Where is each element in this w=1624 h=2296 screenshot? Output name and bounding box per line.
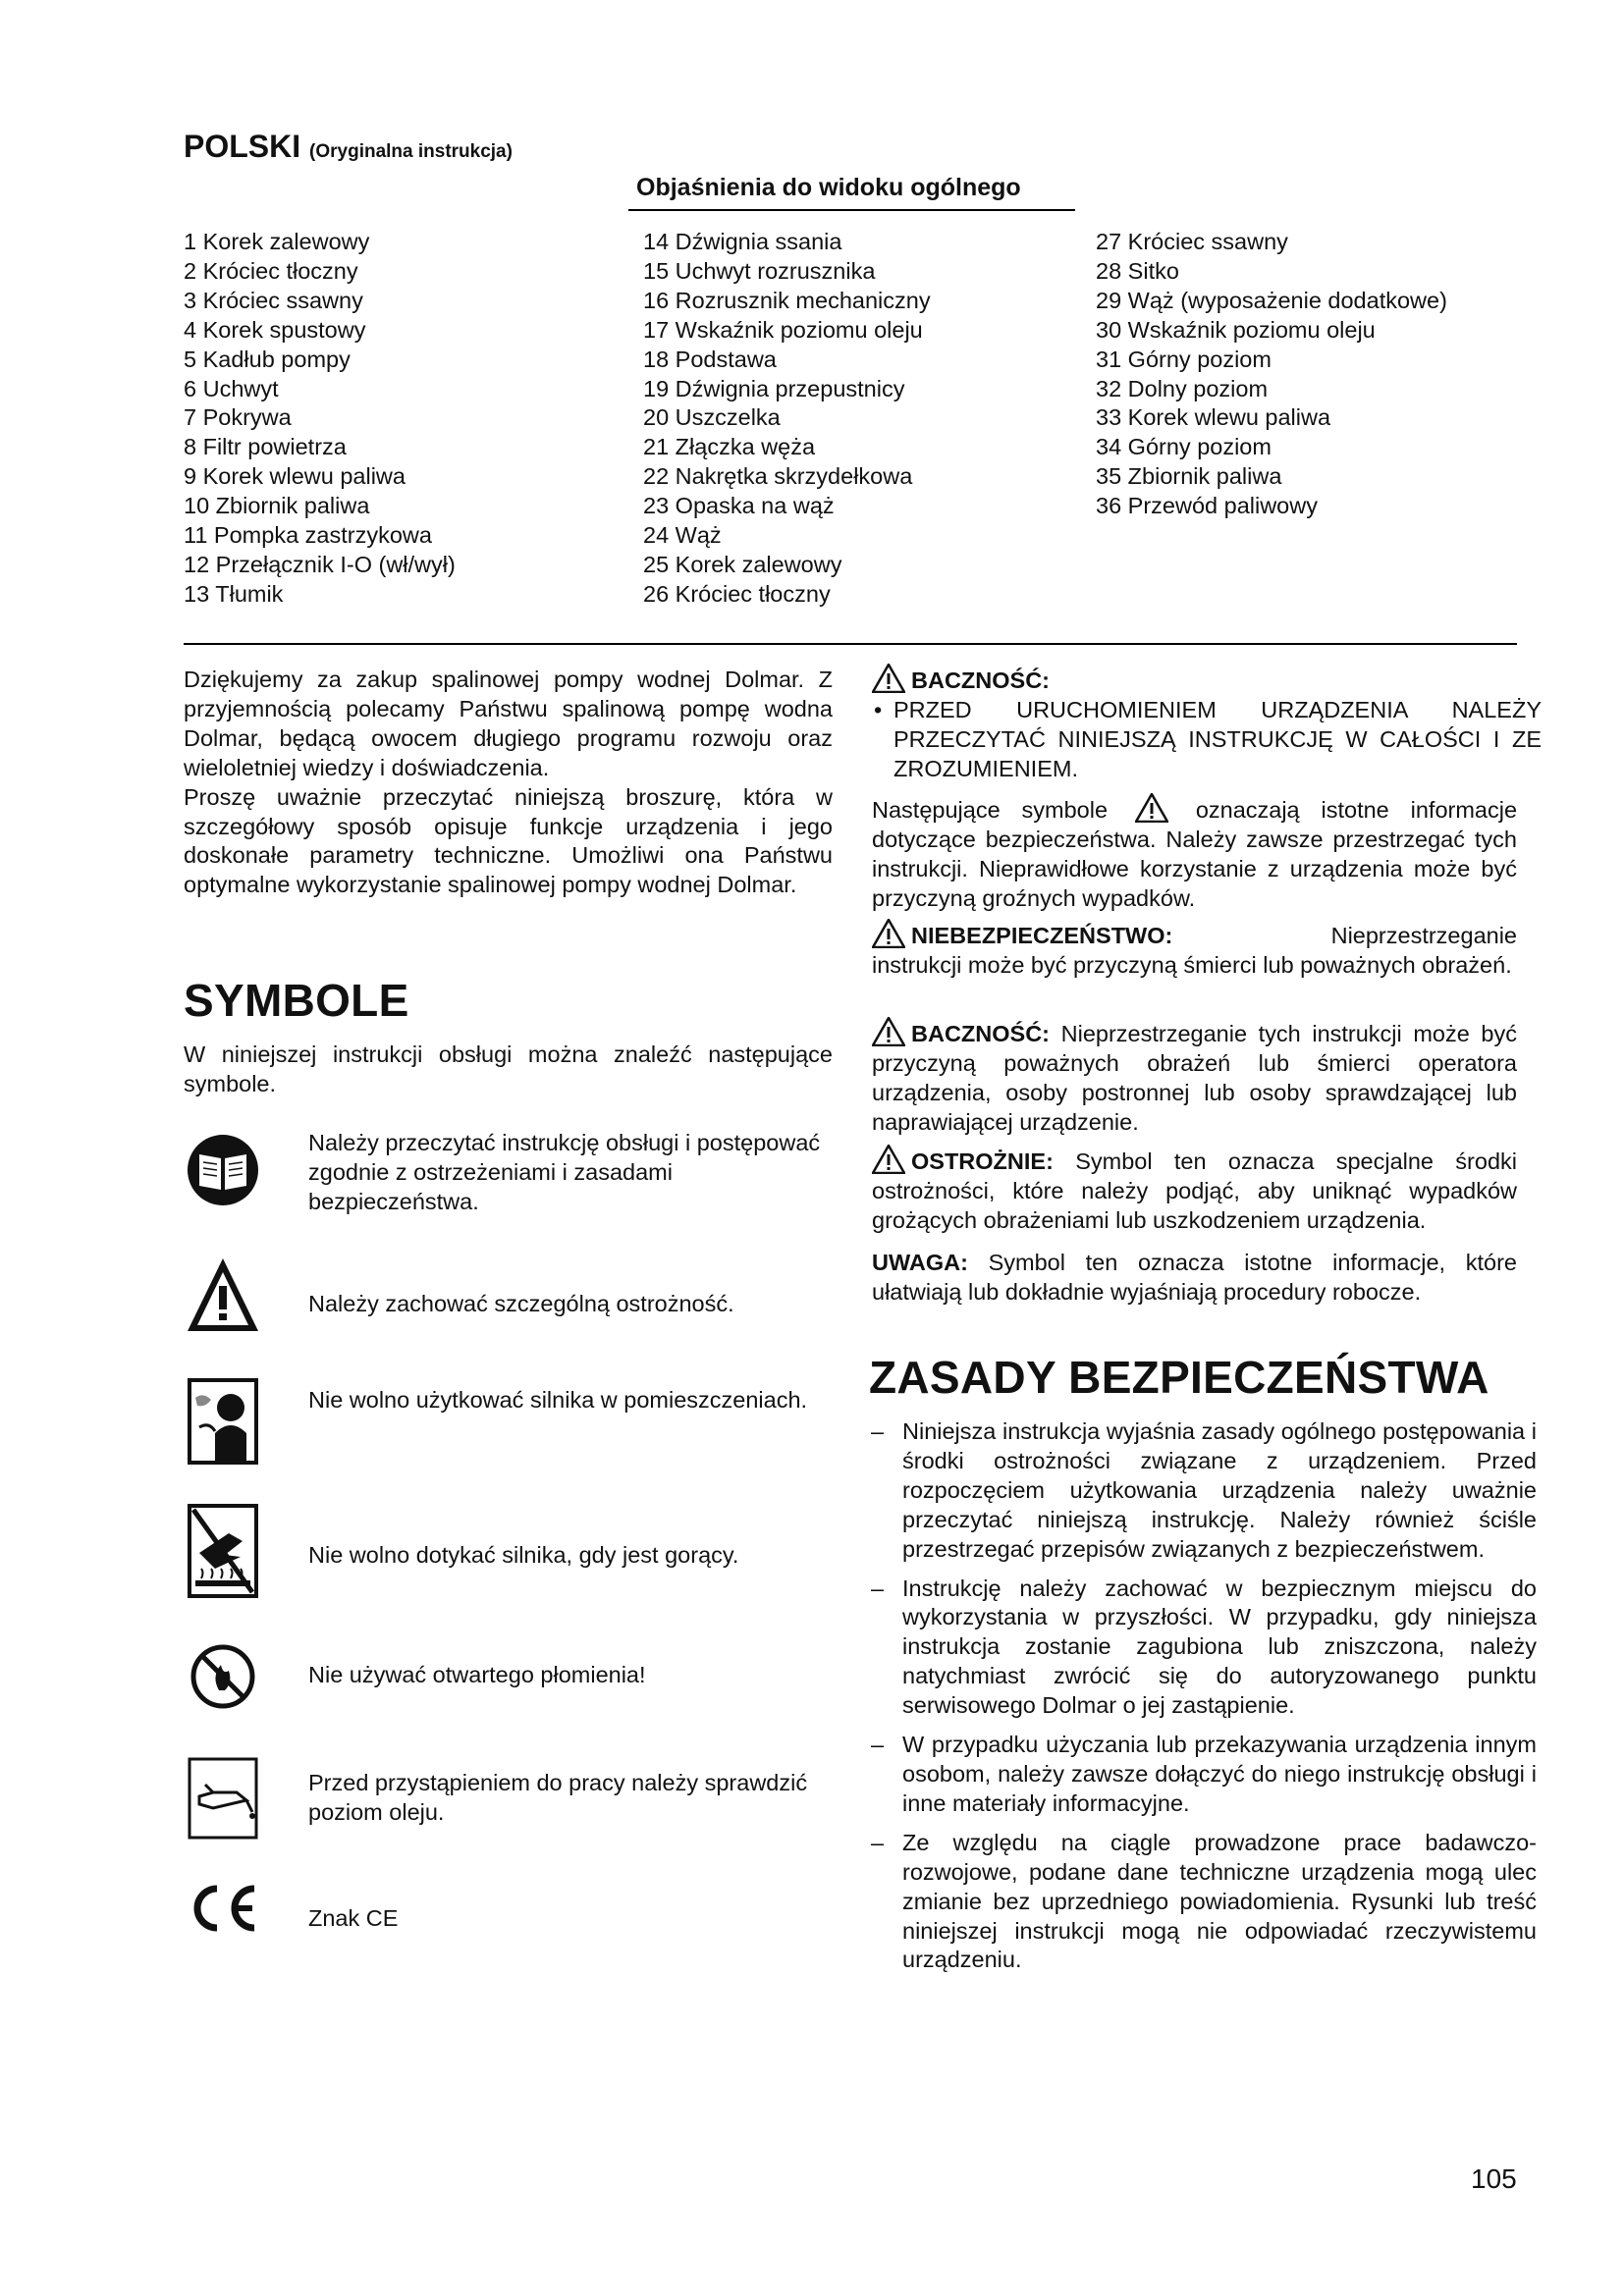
symbol-row bbox=[184, 1877, 832, 1975]
legend-item: 20 Uszczelka bbox=[643, 404, 781, 431]
legend-item: 32 Dolny poziom bbox=[1096, 375, 1269, 401]
section-divider bbox=[184, 643, 1517, 645]
legend-item: 36 Przewód paliwowy bbox=[1096, 493, 1318, 519]
legend-item: 33 Korek wlewu paliwa bbox=[1096, 404, 1331, 431]
language-note: (Oryginalna instrukcja) bbox=[309, 141, 513, 162]
caution-label: BACZNOŚĆ: bbox=[911, 1021, 1050, 1046]
legend-item: 19 Dźwignia przepustnicy bbox=[643, 375, 905, 401]
list-item-text: Ze względu na ciągle prowadzone prace badawczo-rozwojowe, podane dane techniczne urządzenia mogą ulec zmianie bez uprzedniego powiadomienia. Rysunki lub treść niniejszej instrukcji mogą nie odpowiadać rzeczywistemu urządzeniu. bbox=[902, 1829, 1537, 1973]
language-label: POLSKI bbox=[184, 129, 301, 164]
legend-item: 7 Pokrywa bbox=[184, 404, 292, 431]
dash: – bbox=[871, 1732, 885, 1758]
symbols-intro: W niniejszej instrukcji obsługi można znaleźć następujące symbole. bbox=[184, 1041, 833, 1096]
symbol-description: Nie wolno użytkować silnika w pomieszczeniach. bbox=[308, 1387, 808, 1413]
legend-item: 4 Korek spustowy bbox=[184, 316, 366, 343]
warning-icon bbox=[1135, 793, 1168, 823]
no-open-flame-icon bbox=[186, 1641, 260, 1739]
intro-paragraph: Proszę uważnie przeczytać niniejszą broszurę, która w szczegółowy sposób opisuje funkcje urządzenia i jego doskonałe parametry techniczne. Umożliwi ona Państwu optymalne wykorzystanie spalinowej pompy wodnej Dolmar. bbox=[184, 783, 833, 898]
legend-item: 9 Korek wlewu paliwa bbox=[184, 463, 406, 490]
dash: – bbox=[871, 1575, 885, 1601]
list-item-text: Niniejsza instrukcja wyjaśnia zasady ogólnego postępowania i środki ostrożności związane z urządzeniem. Przed rozpoczęciem użytkowania urządzenia należy uważnie przeczytać niniejszą instrukcję. Należy również ściśle przestrzegać przepisów związanych z bezpieczeństwem. bbox=[902, 1418, 1537, 1562]
warning-icon bbox=[872, 1017, 905, 1046]
legend-item: 12 Przełącznik I-O (wł/wył) bbox=[184, 551, 456, 577]
language-heading bbox=[184, 129, 513, 165]
safety-heading: ZASADY BEZPIECZEŃSTWA bbox=[869, 1352, 1489, 1403]
hot-surface-icon bbox=[186, 1504, 260, 1602]
dash: – bbox=[871, 1829, 885, 1855]
symbol-row bbox=[184, 1641, 832, 1739]
legend-item: 13 Tłumik bbox=[184, 580, 284, 607]
symbols-explanation-post: oznaczają istotne informacje dotyczące bezpieczeństwa. Należy zawsze przestrzegać tych instrukcji. Nieprawidłowe korzystanie z urządzenia może być przyczyną groźnych wypadków. bbox=[872, 797, 1518, 911]
legend-item: 21 Złączka węża bbox=[643, 434, 816, 460]
caution-text: Nieprzestrzeganie tych instrukcji może być przyczyną poważnych obrażeń lub śmierci operatora urządzenia, osoby postronnej lub osoby sprawdzającej lub naprawiającej urządzenie. bbox=[872, 1021, 1518, 1135]
legend-item: 34 Górny poziom bbox=[1096, 434, 1272, 460]
legend-item: 18 Podstawa bbox=[643, 346, 777, 372]
attention-label: BACZNOŚĆ: bbox=[911, 667, 1050, 693]
symbol-row bbox=[184, 1255, 832, 1353]
symbol-row bbox=[184, 1129, 832, 1227]
intro-text bbox=[184, 666, 833, 900]
legend-item: 30 Wskaźnik poziomu oleju bbox=[1096, 316, 1376, 343]
careful-label: OSTROŻNIE: bbox=[911, 1148, 1054, 1174]
legend-item: 35 Zbiornik paliwa bbox=[1096, 463, 1282, 490]
danger-block bbox=[872, 919, 1517, 981]
legend-item: 26 Króciec tłoczny bbox=[643, 580, 831, 607]
legend-column-2 bbox=[643, 228, 931, 610]
legend-item: 31 Górny poziom bbox=[1096, 346, 1272, 372]
intro-paragraph: Dziękujemy za zakup spalinowej pompy wodnej Dolmar. Z przyjemnością polecamy Państwu spalinową pompę wodna Dolmar, będącą owocem długiego programu rozwoju oraz wieloletniej wiedzy i doświadczenia. bbox=[184, 667, 833, 780]
warning-icon bbox=[872, 919, 905, 948]
read-manual-icon bbox=[186, 1129, 260, 1227]
symbol-row bbox=[184, 1504, 832, 1602]
careful-block bbox=[872, 1145, 1517, 1236]
symbol-row bbox=[184, 1757, 832, 1855]
oil-check-icon bbox=[186, 1757, 260, 1855]
symbol-description: Należy zachować szczególną ostrożność. bbox=[308, 1291, 734, 1316]
legend-item: 17 Wskaźnik poziomu oleju bbox=[643, 316, 923, 343]
symbol-description: Nie używać otwartego płomienia! bbox=[308, 1662, 646, 1687]
legend-item: 6 Uchwyt bbox=[184, 375, 279, 401]
note-text: Symbol ten oznacza istotne informacje, które ułatwiają lub dokładnie wyjaśniają procedury robocze. bbox=[872, 1250, 1517, 1305]
legend-item: 11 Pompka zastrzykowa bbox=[184, 522, 432, 549]
legend-item: 25 Korek zalewowy bbox=[643, 551, 842, 577]
legend-column-3 bbox=[1096, 228, 1447, 521]
legend-item: 29 Wąż (wyposażenie dodatkowe) bbox=[1096, 287, 1447, 313]
list-item bbox=[869, 1731, 1537, 1819]
legend-item: 2 Króciec tłoczny bbox=[184, 257, 358, 284]
careful-text: Symbol ten oznacza specjalne środki ostrożności, które należy podjąć, aby uniknąć wypadków grożących obrażeniami lub uszkodzeniem urządzenia. bbox=[872, 1148, 1517, 1233]
ce-mark-icon bbox=[186, 1877, 260, 1975]
legend-item: 1 Korek zalewowy bbox=[184, 229, 370, 254]
list-item bbox=[869, 1575, 1537, 1722]
symbol-row bbox=[184, 1378, 832, 1476]
legend-title: Objaśnienia do widoku ogólnego bbox=[636, 174, 1021, 201]
symbols-heading: SYMBOLE bbox=[184, 975, 409, 1026]
list-item bbox=[869, 1417, 1537, 1565]
legend-item: 22 Nakrętka skrzydełkowa bbox=[643, 463, 913, 490]
bullet: • bbox=[874, 696, 883, 722]
danger-text: Nieprzestrzeganie instrukcji może być przyczyną śmierci lub poważnych obrażeń. bbox=[872, 923, 1517, 978]
legend-item: 3 Króciec ssawny bbox=[184, 287, 363, 313]
warning-icon bbox=[186, 1255, 260, 1353]
list-item-text: Instrukcję należy zachować w bezpiecznym miejscu do wykorzystania w przyszłości. W przypadku, gdy niniejsza instrukcja zostanie zagubiona lub zniszczona, należy natychmiast zwrócić się do autoryzowanego punktu serwisowego Dolmar o jej zastąpienie. bbox=[902, 1575, 1537, 1719]
legend-item: 10 Zbiornik paliwa bbox=[184, 493, 370, 519]
legend-item: 15 Uchwyt rozrusznika bbox=[643, 257, 876, 284]
dash: – bbox=[871, 1418, 885, 1444]
caution-block bbox=[872, 1017, 1517, 1138]
legend-item: 16 Rozrusznik mechaniczny bbox=[643, 287, 931, 313]
warning-icon bbox=[872, 1145, 905, 1174]
note-block bbox=[872, 1249, 1517, 1308]
legend-item: 24 Wąż bbox=[643, 522, 722, 549]
symbols-explanation bbox=[872, 793, 1517, 914]
danger-label: NIEBEZPIECZEŃSTWO: bbox=[911, 923, 1173, 948]
note-label: UWAGA: bbox=[872, 1250, 968, 1275]
symbol-description: Nie wolno dotykać silnika, gdy jest gorący. bbox=[308, 1542, 739, 1568]
symbol-description: Przed przystąpieniem do pracy należy sprawdzić poziom oleju. bbox=[308, 1770, 808, 1825]
legend-item: 14 Dźwignia ssania bbox=[643, 229, 842, 254]
legend-column-1 bbox=[184, 228, 456, 610]
attention-block bbox=[872, 664, 1542, 784]
list-item bbox=[869, 1829, 1537, 1976]
no-indoor-use-icon bbox=[186, 1378, 260, 1476]
legend-item: 23 Opaska na wąż bbox=[643, 493, 835, 519]
legend-item: 5 Kadłub pompy bbox=[184, 346, 351, 372]
legend-title-underline bbox=[628, 209, 1075, 211]
legend-item: 27 Króciec ssawny bbox=[1096, 229, 1288, 254]
page-number: 105 bbox=[1471, 2163, 1517, 2194]
attention-text: PRZED URUCHOMIENIEM URZĄDZENIA NALEŻY PRZECZYTAĆ NINIEJSZĄ INSTRUKCJĘ W CAŁOŚCI I ZE ZROZUMIENIEM. bbox=[893, 696, 1542, 781]
symbols-explanation-pre: Następujące symbole bbox=[872, 797, 1109, 823]
legend-item: 8 Filtr powietrza bbox=[184, 434, 347, 460]
list-item-text: W przypadku użyczania lub przekazywania urządzenia innym osobom, należy zawsze dołączyć do niego instrukcję obsługi i inne materiały informacyjne. bbox=[902, 1732, 1537, 1816]
symbol-description: Znak CE bbox=[308, 1905, 399, 1931]
warning-icon bbox=[872, 664, 905, 693]
safety-rules-list bbox=[869, 1417, 1537, 1985]
symbol-description: Należy przeczytać instrukcję obsługi i postępować zgodnie z ostrzeżeniami i zasadami bezpieczeństwa. bbox=[308, 1130, 821, 1214]
legend-item: 28 Sitko bbox=[1096, 257, 1179, 284]
